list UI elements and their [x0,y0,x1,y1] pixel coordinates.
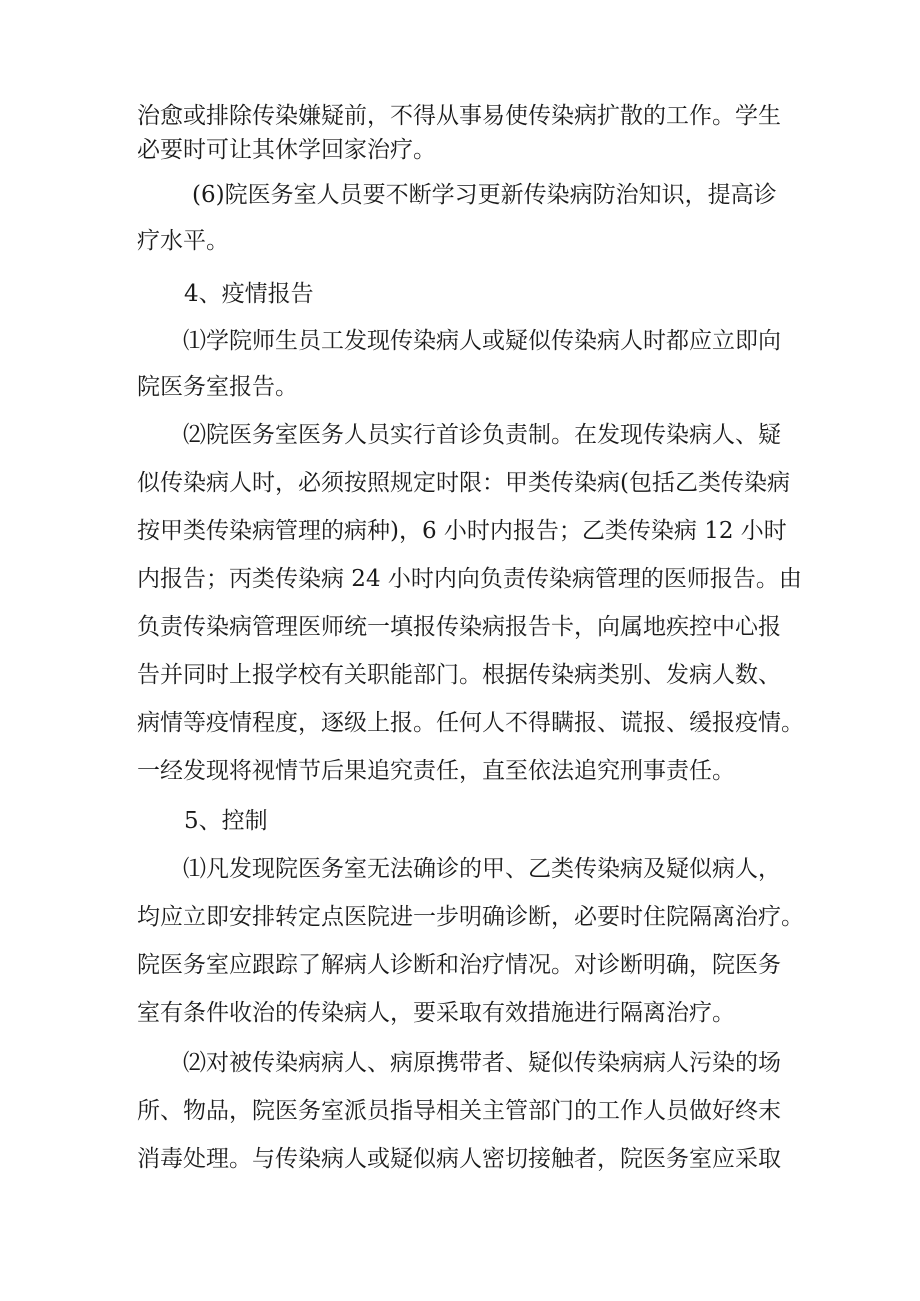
section-heading: 5、控制 [184,808,268,834]
paragraph-line: 一经发现将视情节后果追究责任，直至依法追究刑事责任。 [137,758,735,784]
paragraph-line: 告并同时上报学校有关职能部门。根据传染病类别、发病人数、 [137,662,781,688]
paragraph-line: 按甲类传染病管理的病种)，6 小时内报告；乙类传染病 12 小时 [137,518,787,544]
paragraph-line: 消毒处理。与传染病人或疑似病人密切接触者，院医务室应采取 [137,1146,781,1172]
paragraph-line: 室有条件收治的传染病人，要采取有效措施进行隔离治疗。 [137,1000,735,1026]
paragraph-line: 治愈或排除传染嫌疑前，不得从事易使传染病扩散的工作。学生 [137,103,781,129]
paragraph-line: 似传染病人时，必须按照规定时限：甲类传染病(包括乙类传染病 [137,470,790,496]
paragraph-line: 所、物品，院医务室派员指导相关主管部门的工作人员做好终末 [137,1098,781,1124]
paragraph-line: ⑵院医务室医务人员实行首诊负责制。在发现传染病人、疑 [183,422,781,448]
paragraph-line: ⑵对被传染病病人、病原携带者、疑似传染病病人污染的场 [183,1050,781,1076]
section-heading: 4、疫情报告 [184,281,314,307]
paragraph-line: 院医务室报告。 [137,374,298,400]
paragraph-line: 院医务室应跟踪了解病人诊断和治疗情况。对诊断明确，院医务 [137,952,781,978]
paragraph-line: 病情等疫情程度，逐级上报。任何人不得瞒报、谎报、缓报疫情。 [137,710,804,736]
paragraph-line: ⑴学院师生员工发现传染病人或疑似传染病人时都应立即向 [183,328,781,354]
paragraph-line: 疗水平。 [137,228,229,254]
paragraph-line: 内报告；丙类传染病 24 小时内向负责传染病管理的医师报告。由 [137,566,802,592]
paragraph-line: 必要时可让其休学回家治疗。 [137,137,436,163]
paragraph-line: 负责传染病管理医师统一填报传染病报告卡，向属地疾控中心报 [137,614,781,640]
paragraph-line: ⑴凡发现院医务室无法确诊的甲、乙类传染病及疑似病人， [183,856,781,882]
paragraph-line: 均应立即安排转定点医院进一步明确诊断，必要时住院隔离治疗。 [137,904,804,930]
paragraph-line: (6)院医务室人员要不断学习更新传染病防治知识，提高诊 [192,182,777,208]
